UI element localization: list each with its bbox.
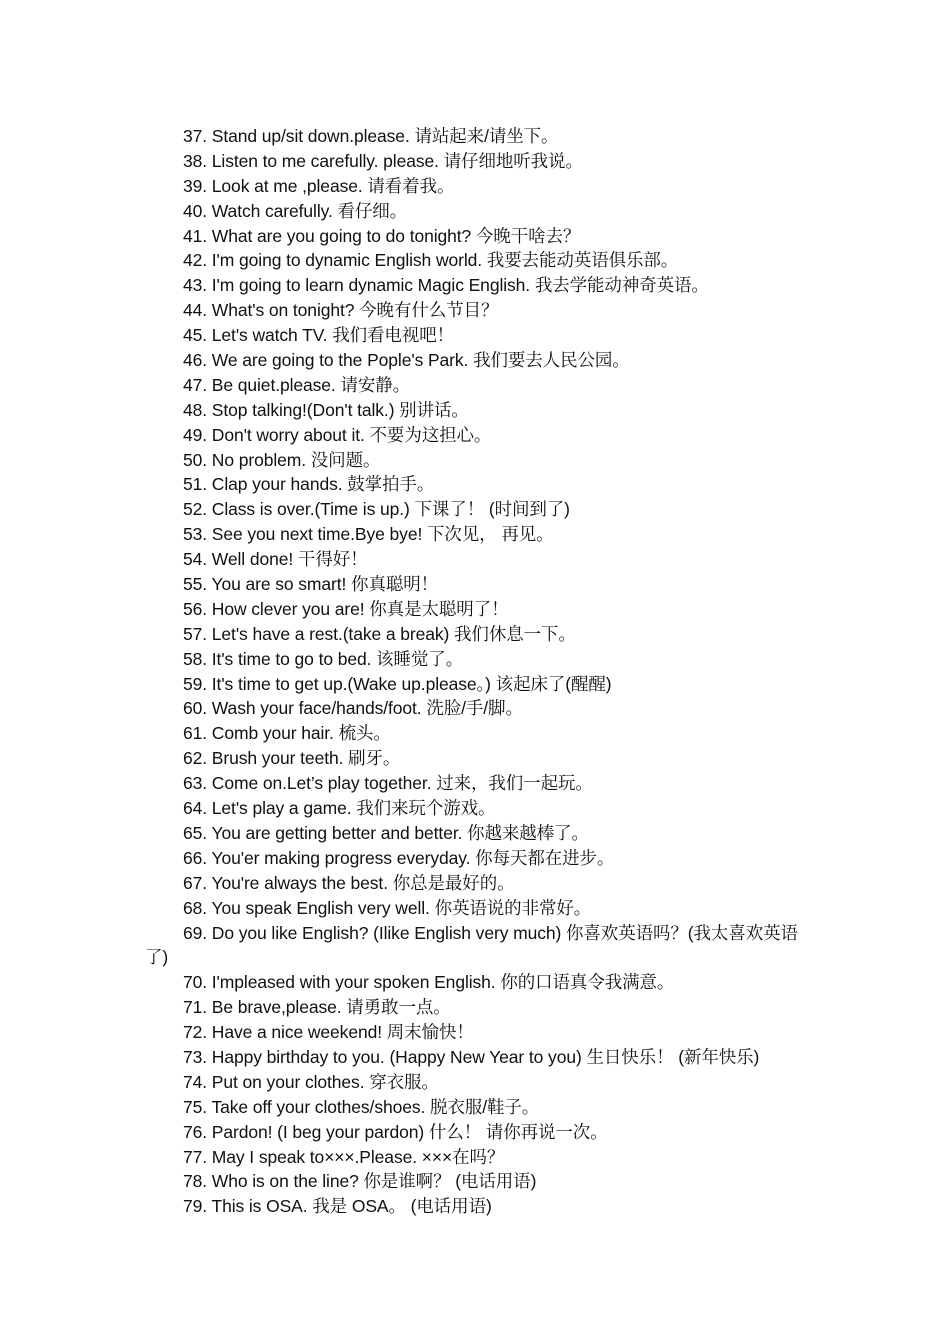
phrase-line-41: 41. What are you going to do tonight? 今晚干啥去？	[183, 225, 581, 246]
phrase-line-57: 57. Let's have a rest.(take a break) 我们休息一下。	[183, 623, 576, 644]
phrase-line-59: 59. It's time to get up.(Wake up.please。) 该起床了(醒醒)	[183, 673, 612, 694]
phrase-line-70: 70. I'mpleased with your spoken English. 你的口语真令我满意。	[183, 972, 675, 993]
phrase-line-51: 51. Clap your hands. 鼓掌拍手。	[183, 474, 435, 495]
phrase-line-61: 61. Comb your hair. 梳头。	[183, 723, 391, 744]
phrase-line-45: 45. Let's watch TV. 我们看电视吧！	[183, 325, 455, 346]
phrase-line-73: 73. Happy birthday to you. (Happy New Year to you) 生日快乐！ (新年快乐)	[183, 1046, 760, 1067]
phrase-line-60: 60. Wash your face/hands/foot. 洗脸/手/脚。	[183, 698, 523, 719]
phrase-line-64: 64. Let's play a game. 我们来玩个游戏。	[183, 798, 496, 819]
phrase-line-72: 72. Have a nice weekend! 周末愉快！	[183, 1022, 474, 1043]
phrase-line-74: 74. Put on your clothes. 穿衣服。	[183, 1071, 439, 1092]
phrase-line-46: 46. We are going to the Pople's Park. 我们要去人民公园。	[183, 350, 630, 371]
phrase-line-71: 71. Be brave,please. 请勇敢一点。	[183, 997, 451, 1018]
phrase-line-42: 42. I'm going to dynamic English world. 我要去能动英语俱乐部。	[183, 250, 679, 271]
phrase-line-79: 79. This is OSA. 我是 OSA。 (电话用语)	[183, 1196, 492, 1217]
phrase-line-49: 49. Don't worry about it. 不要为这担心。	[183, 424, 492, 445]
phrase-line-55: 55. You are so smart! 你真聪明！	[183, 574, 439, 595]
phrase-line-68: 68. You speak English very well. 你英语说的非常好。	[183, 897, 592, 918]
phrase-line-77: 77. May I speak to×××.Please. ×××在吗？	[183, 1146, 505, 1167]
phrase-list	[145, 124, 810, 1219]
phrase-line-62: 62. Brush your teeth. 刷牙。	[183, 748, 401, 769]
phrase-line-54: 54. Well done! 干得好！	[183, 549, 368, 570]
phrase-line-78: 78. Who is on the line? 你是谁啊？ (电话用语)	[183, 1171, 537, 1192]
phrase-line-67: 67. You're always the best. 你总是最好的。	[183, 872, 515, 893]
phrase-line-44: 44. What's on tonight? 今晚有什么节目？	[183, 300, 499, 321]
phrase-line-38: 38. Listen to me carefully. please. 请仔细地听我说。	[183, 150, 583, 171]
phrase-line-69: 69. Do you like English? (Ilike English very much) 你喜欢英语吗？(我太喜欢英语了)	[145, 922, 798, 968]
phrase-line-66: 66. You'er making progress everyday. 你每天都在进步。	[183, 847, 615, 868]
phrase-line-53: 53. See you next time.Bye bye! 下次见， 再见。	[183, 524, 554, 545]
phrase-line-50: 50. No problem. 没问题。	[183, 449, 381, 470]
phrase-line-56: 56. How clever you are! 你真是太聪明了！	[183, 598, 509, 619]
phrase-line-76: 76. Pardon! (I beg your pardon) 什么！ 请你再说一次。	[183, 1121, 608, 1142]
phrase-line-37: 37. Stand up/sit down.please. 请站起来/请坐下。	[183, 126, 559, 146]
phrase-line-58: 58. It's time to go to bed. 该睡觉了。	[183, 648, 464, 669]
phrase-line-39: 39. Look at me ,please. 请看着我。	[183, 175, 455, 196]
phrase-line-52: 52. Class is over.(Time is up.) 下课了！ (时间到了)	[183, 499, 570, 520]
phrase-line-75: 75. Take off your clothes/shoes. 脱衣服/鞋子。	[183, 1096, 540, 1117]
phrase-line-40: 40. Watch carefully. 看仔细。	[183, 200, 408, 221]
phrase-line-47: 47. Be quiet.please. 请安静。	[183, 374, 411, 395]
phrase-line-43: 43. I'm going to learn dynamic Magic English. 我去学能动神奇英语。	[183, 275, 709, 296]
phrase-line-65: 65. You are getting better and better. 你越来越棒了。	[183, 822, 589, 843]
phrase-line-48: 48. Stop talking!(Don't talk.) 别讲话。	[183, 399, 469, 420]
phrase-line-63: 63. Come on.Let’s play together. 过来，我们一起玩。	[183, 773, 593, 794]
